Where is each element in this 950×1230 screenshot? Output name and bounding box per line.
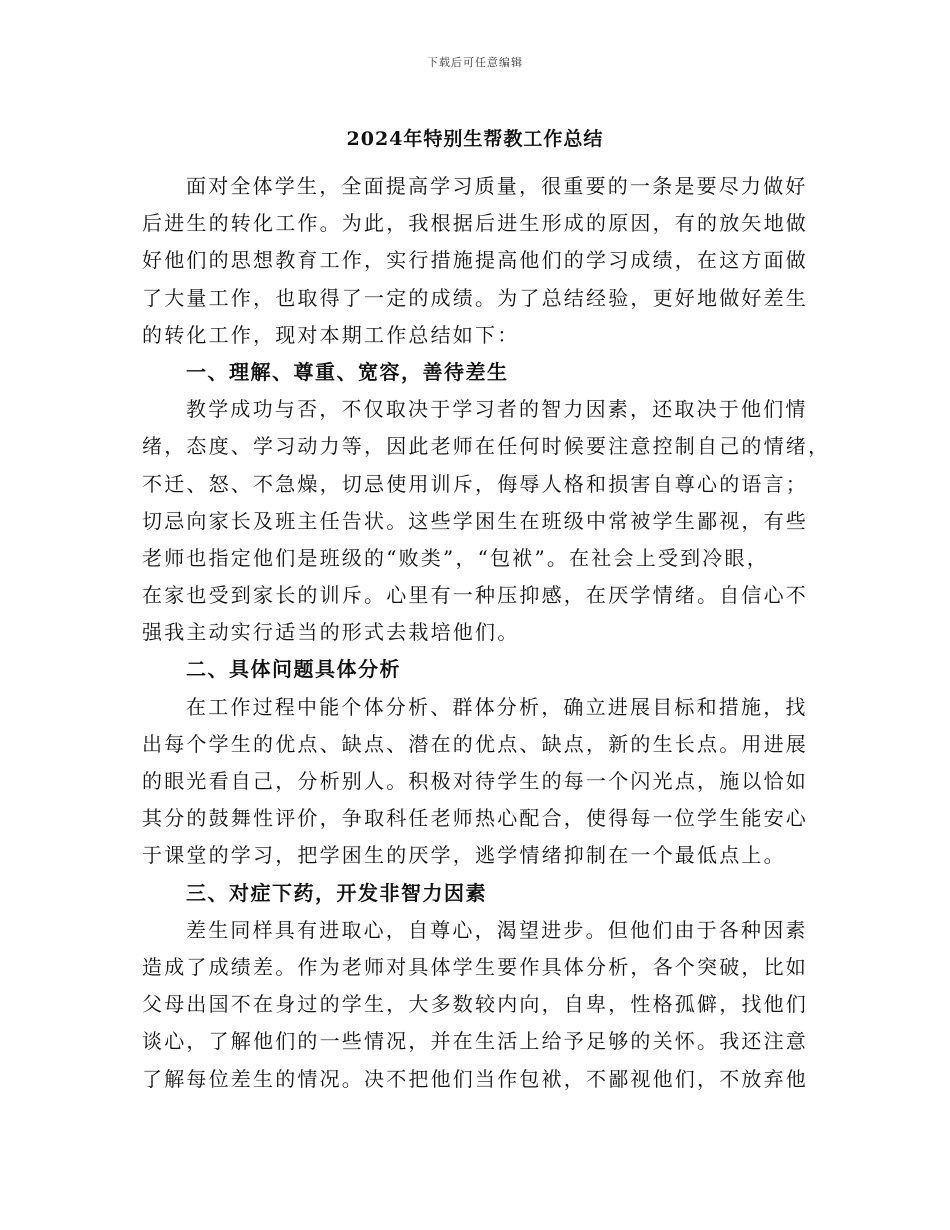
paragraph-line: 出每个学生的优点、缺点、潜在的优点、缺点，新的生长点。用进展: [142, 731, 808, 756]
paragraph-line: 绪，态度、学习动力等，因此老师在任何时候要注意控制自己的情绪，: [142, 434, 831, 459]
paragraph-line: 了解每位差生的情况。决不把他们当作包袱，不鄙视他们，不放弃他: [142, 1066, 808, 1091]
paragraph-line: 在工作过程中能个体分析、群体分析，确立进展目标和措施，找: [186, 694, 808, 719]
paragraph-line: 在家也受到家长的训斥。心里有一种压抑感，在厌学情绪。自信心不: [142, 583, 808, 608]
paragraph-line: 父母出国不在身过的学生，大多数较内向，自卑，性格孤僻，找他们: [142, 992, 808, 1017]
section-heading-3: 三、对症下药，开发非智力因素: [186, 880, 487, 905]
paragraph-line: 老师也指定他们是班级的“败类”，“包袱”。在社会上受到冷眼，: [142, 545, 769, 570]
paragraph-line: 面对全体学生，全面提高学习质量，很重要的一条是要尽力做好: [186, 174, 808, 198]
document-title: 2024年特别生帮教工作总结: [346, 128, 604, 150]
paragraph-line: 强我主动实行适当的形式去栽培他们。: [142, 620, 520, 645]
section-heading-2: 二、具体问题具体分析: [186, 657, 401, 682]
paragraph-line: 其分的鼓舞性评价，争取科任老师热心配合，使得每一位学生能安心: [142, 806, 808, 831]
section-heading-1: 一、理解、尊重、宽容，善待差生: [186, 359, 509, 384]
header-note: 下载后可任意编辑: [427, 56, 523, 69]
paragraph-line: 不迁、怒、不急燥，切忌使用训斥，侮辱人格和损害自尊心的语言；: [142, 471, 808, 496]
paragraph-line: 好他们的思想教育工作，实行措施提高他们的学习成绩，在这方面做: [142, 248, 808, 273]
paragraph-line: 后进生的转化工作。为此，我根据后进生形成的原因，有的放矢地做: [142, 211, 808, 236]
paragraph-line: 切忌向家长及班主任告状。这些学困生在班级中常被学生鄙视，有些: [142, 508, 808, 533]
paragraph-line: 差生同样具有进取心，自尊心，渴望进步。但他们由于各种因素: [186, 917, 808, 942]
paragraph-line: 谈心，了解他们的一些情况，并在生活上给予足够的关怀。我还注意: [142, 1029, 808, 1054]
paragraph-line: 的转化工作，现对本期工作总结如下：: [142, 322, 520, 347]
paragraph-line: 教学成功与否，不仅取决于学习者的智力因素，还取决于他们情: [186, 397, 808, 422]
paragraph-line: 造成了成绩差。作为老师对具体学生要作具体分析，各个突破，比如: [142, 954, 808, 979]
document-body: [142, 168, 831, 1098]
paragraph-line: 于课堂的学习，把学困生的厌学，逃学情绪抑制在一个最低点上。: [142, 843, 786, 868]
paragraph-line: 了大量工作，也取得了一定的成绩。为了总结经验，更好地做好差生: [142, 285, 808, 310]
paragraph-line: 的眼光看自己，分析别人。积极对待学生的每一个闪光点，施以恰如: [142, 769, 808, 793]
